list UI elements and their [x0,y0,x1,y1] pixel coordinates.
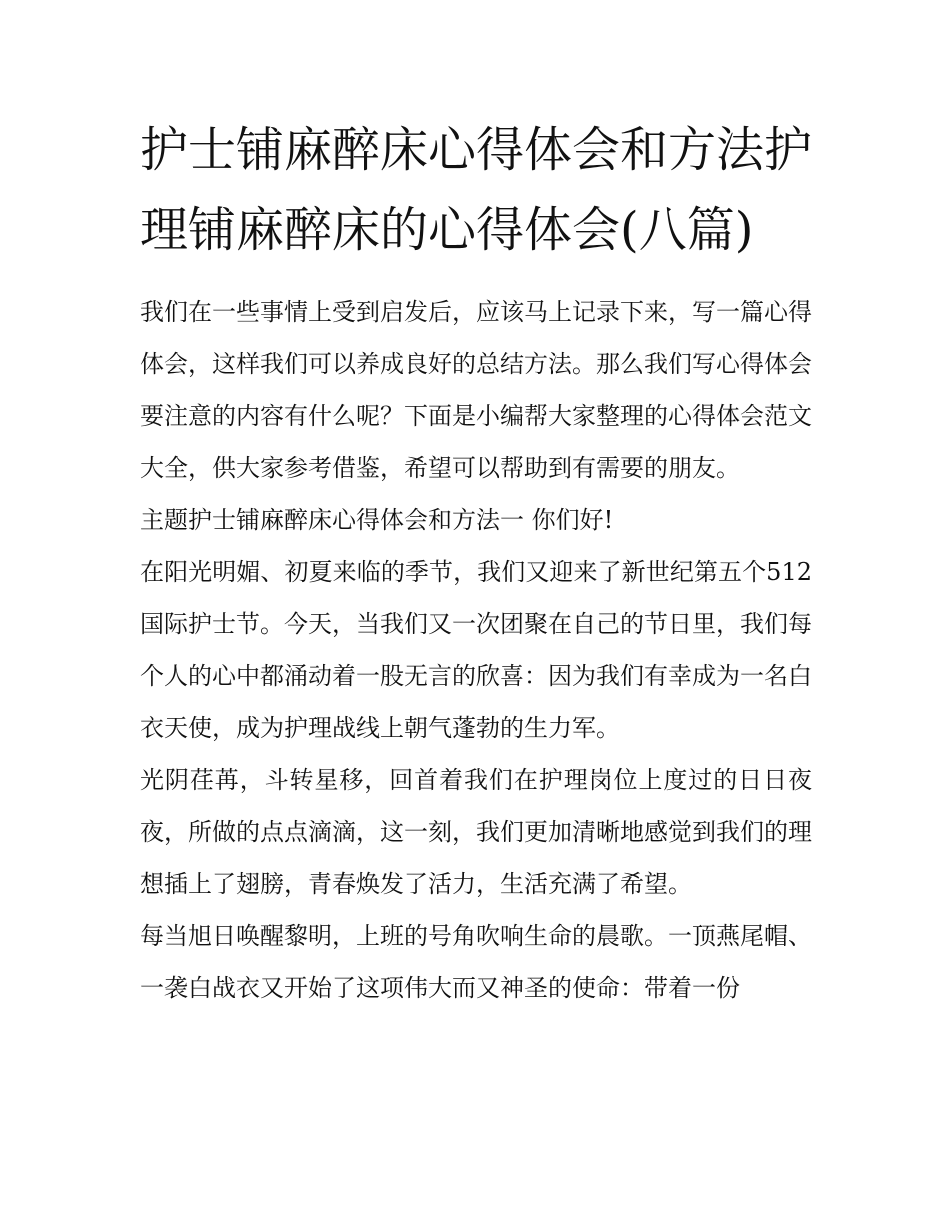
document-title: 护士铺麻醉床心得体会和方法护理铺麻醉床的心得体会(八篇) [140,122,813,258]
section-heading-paragraph: 主题护士铺麻醉床心得体会和方法一 你们好! [140,506,614,534]
body-paragraph: 光阴荏苒，斗转星移，回首着我们在护理岗位上度过的日日夜夜，所做的点点滴滴，这一刻，我们更加清晰地感觉到我们的理想插上了翅膀，青春焕发了活力，生活充满了希望。 [140,766,812,898]
body-paragraph: 每当旭日唤醒黎明，上班的号角吹响生命的晨歌。一顶燕尾帽、一袭白战衣又开始了这项伟大而又神圣的使命：带着一份 [140,922,812,1002]
document-body [140,110,812,1014]
intro-paragraph: 我们在一些事情上受到启发后，应该马上记录下来，写一篇心得体会，这样我们可以养成良好的总结方法。那么我们写心得体会要注意的内容有什么呢？下面是小编帮大家整理的心得体会范文大全，供大家参考借鉴，希望可以帮助到有需要的朋友。 [140,298,812,482]
body-paragraph: 在阳光明媚、初夏来临的季节，我们又迎来了新世纪第五个512国际护士节。今天，当我们又一次团聚在自己的节日里，我们每个人的心中都涌动着一股无言的欣喜：因为我们有幸成为一名白衣天使，成为护理战线上朝气蓬勃的生力军。 [140,558,812,742]
